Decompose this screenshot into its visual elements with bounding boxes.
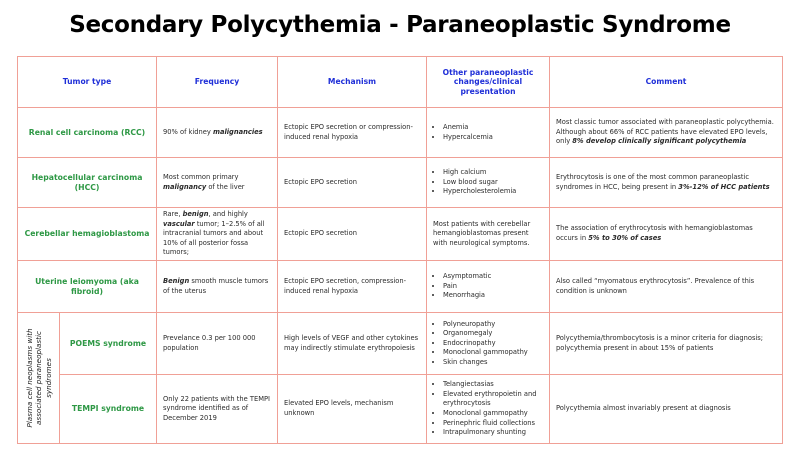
mechanism-cell: Ectopic EPO secretion bbox=[278, 158, 427, 208]
table-row bbox=[18, 313, 783, 375]
tumor-tempi: TEMPI syndrome bbox=[60, 375, 157, 444]
tumor-poems: POEMS syndrome bbox=[60, 313, 157, 375]
frequency-cell bbox=[157, 108, 278, 158]
mechanism-cell: Ectopic EPO secretion or compression-induced renal hypoxia bbox=[278, 108, 427, 158]
list-item: • Menorrhagia bbox=[443, 291, 543, 301]
list-item: • Hypercalcemia bbox=[443, 133, 543, 143]
comment-cell bbox=[550, 108, 783, 158]
mechanism-cell: High levels of VEGF and other cytokines may indirectly stimulate erythropoiesis bbox=[278, 313, 427, 375]
tumor-uterine: Uterine leiomyoma (aka fibroid) bbox=[18, 261, 157, 313]
comment-cell: Polycythemia almost invariably present at diagnosis bbox=[550, 375, 783, 444]
list-item: • Polyneuropathy bbox=[443, 320, 543, 330]
table-row bbox=[18, 108, 783, 158]
comment-emphasis: 5% to 30% of cases bbox=[588, 234, 662, 242]
header-frequency: Frequency bbox=[157, 57, 278, 108]
page-title: Secondary Polycythemia - Paraneoplastic Syndrome bbox=[69, 12, 731, 38]
frequency-text: Most common primary bbox=[163, 172, 239, 181]
other-changes-list bbox=[433, 123, 543, 142]
list-item: • Telangiectasias bbox=[443, 380, 543, 390]
frequency-emphasis: malignancy bbox=[163, 182, 207, 191]
list-item: • Anemia bbox=[443, 123, 543, 133]
frequency-text: tumor; 1–2.5% of all intracranial tumors and about 10% of all posterior fossa tumors; bbox=[163, 219, 265, 257]
frequency-emphasis: Benign bbox=[163, 276, 190, 285]
plasma-cell-group-label bbox=[18, 313, 60, 444]
list-item: • Monoclonal gammopathy bbox=[443, 409, 543, 419]
frequency-emphasis: vascular bbox=[163, 219, 195, 228]
header-comment: Comment bbox=[550, 57, 783, 108]
list-item: • Intrapulmonary shunting bbox=[443, 428, 543, 438]
comment-cell: Polycythemia/thrombocytosis is a minor criteria for diagnosis; polycythemia present in about 15% of patients bbox=[550, 313, 783, 375]
other-changes-cell bbox=[427, 261, 550, 313]
other-changes-cell bbox=[427, 313, 550, 375]
frequency-cell: Only 22 patients with the TEMPI syndrome identified as of December 2019 bbox=[157, 375, 278, 444]
table-row bbox=[18, 208, 783, 261]
comment-text: Erythrocytosis is one of the most common paraneoplastic syndromes in HCC, being present in bbox=[556, 172, 750, 191]
list-item: • Monoclonal gammopathy bbox=[443, 348, 543, 358]
other-changes-list bbox=[433, 272, 543, 301]
frequency-cell bbox=[157, 208, 278, 261]
other-changes-list bbox=[433, 168, 543, 197]
frequency-text: of the liver bbox=[206, 182, 245, 191]
tumor-cerebellar: Cerebellar hemagioblastoma bbox=[18, 208, 157, 261]
table-row bbox=[18, 375, 783, 444]
list-item: • Endocrinopathy bbox=[443, 339, 543, 349]
frequency-cell bbox=[157, 158, 278, 208]
other-changes-list bbox=[433, 380, 543, 437]
list-item: • Pain bbox=[443, 282, 543, 292]
list-item: • Low blood sugar bbox=[443, 178, 543, 188]
other-changes-cell bbox=[427, 108, 550, 158]
frequency-emphasis: benign bbox=[182, 210, 209, 219]
mechanism-cell: Ectopic EPO secretion bbox=[278, 208, 427, 261]
comment-text: The association of erythrocytosis with hemangioblastomas occurs in bbox=[556, 224, 753, 242]
comment-cell bbox=[550, 208, 783, 261]
other-changes-cell bbox=[427, 375, 550, 444]
mechanism-cell: Ectopic EPO secretion, compression-induced renal hypoxia bbox=[278, 261, 427, 313]
list-item: • High calcium bbox=[443, 168, 543, 178]
frequency-text: 90% of kidney bbox=[163, 127, 213, 136]
comment-cell: Also called “myomatous erythrocytosis”. Prevalence of this condition is unknown bbox=[550, 261, 783, 313]
tumor-rcc: Renal cell carcinoma (RCC) bbox=[18, 108, 157, 158]
other-changes-list bbox=[433, 320, 543, 368]
frequency-text: Rare, bbox=[163, 210, 183, 219]
list-item: • Asymptomatic bbox=[443, 272, 543, 282]
polycythemia-table bbox=[17, 56, 783, 444]
frequency-text: smooth muscle tumors of the uterus bbox=[163, 276, 269, 295]
frequency-emphasis: malignancies bbox=[212, 127, 263, 136]
comment-text: Most classic tumor associated with paraneoplastic polycythemia. Although about 66% of RCC patients have elevated EPO levels, only bbox=[556, 118, 774, 146]
header-mechanism: Mechanism bbox=[278, 57, 427, 108]
other-changes-cell: Most patients with cerebellar hemangioblastomas present with neurological symptoms. bbox=[427, 208, 550, 261]
frequency-cell bbox=[157, 261, 278, 313]
frequency-cell: Prevelance 0.3 per 100 000 population bbox=[157, 313, 278, 375]
comment-emphasis: 8% develop clinically significant polycythemia bbox=[572, 137, 747, 146]
list-item: • Organomegaly bbox=[443, 329, 543, 339]
table-row bbox=[18, 261, 783, 313]
plasma-cell-group-text: Plasma cell neoplasms with associated paraneoplastic syndromes bbox=[24, 328, 53, 428]
header-tumor-type: Tumor type bbox=[18, 57, 157, 108]
list-item: • Elevated erythropoietin and erythrocytosis bbox=[443, 390, 543, 409]
mechanism-cell: Elevated EPO levels, mechanism unknown bbox=[278, 375, 427, 444]
header-other-changes: Other paraneoplastic changes/clinical presentation bbox=[427, 57, 550, 108]
comment-cell bbox=[550, 158, 783, 208]
comment-emphasis: 3%-12% of HCC patients bbox=[678, 182, 770, 191]
list-item: • Perinephric fluid collections bbox=[443, 419, 543, 429]
other-changes-cell bbox=[427, 158, 550, 208]
list-item: • Skin changes bbox=[443, 358, 543, 368]
list-item: • Hypercholesterolemia bbox=[443, 187, 543, 197]
header-row bbox=[18, 57, 783, 108]
tumor-hcc: Hepatocellular carcinoma (HCC) bbox=[18, 158, 157, 208]
table-row bbox=[18, 158, 783, 208]
frequency-text: , and highly bbox=[208, 210, 248, 219]
